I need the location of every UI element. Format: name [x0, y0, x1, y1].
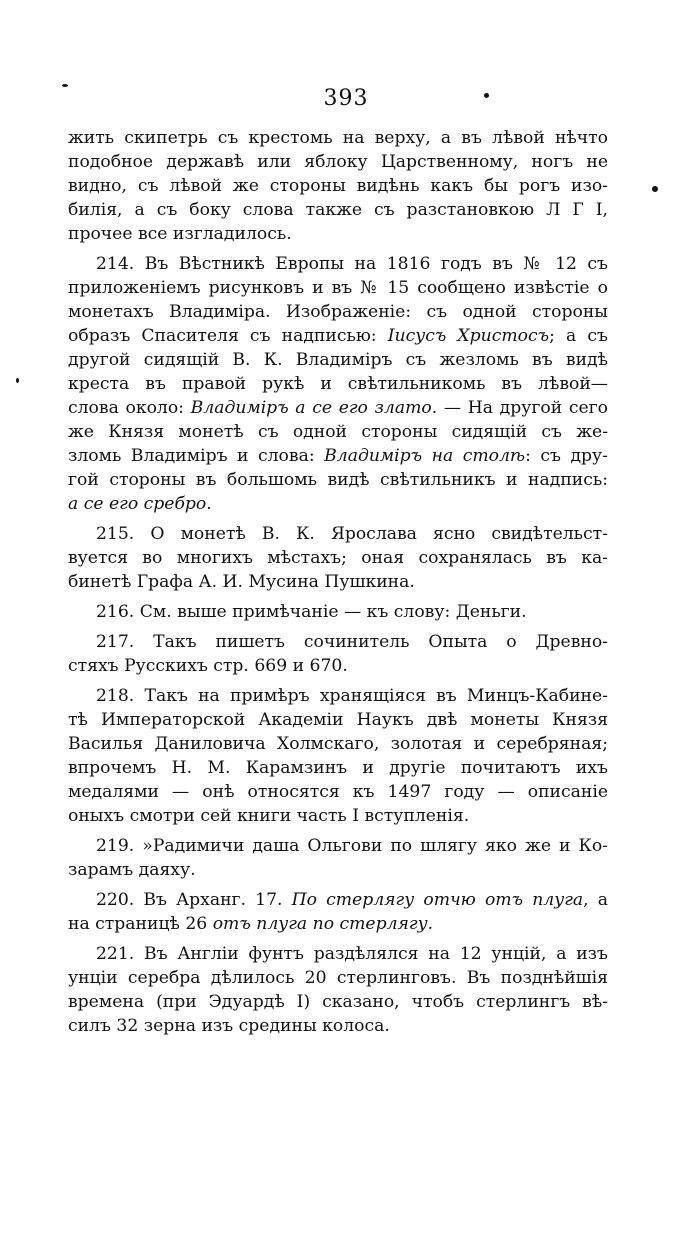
text-span: зарамъ даяху. [68, 860, 196, 880]
text-span: вуется во многихъ мѣстахъ; оная сохранялась въ ка- [68, 548, 608, 568]
text-span: 216. См. выше примѣчаніе — къ слову: Деньги. [96, 602, 527, 622]
text-span: креста въ правой рукѣ и свѣтильникомь въ лѣвой— [68, 374, 608, 394]
text-line [68, 126, 608, 150]
text-line [68, 420, 608, 444]
text-line [68, 150, 608, 174]
text-line [68, 654, 608, 678]
text-line [68, 756, 608, 780]
text-span: другой сидящій В. К. Владиміръ съ жезломь въ видѣ [68, 350, 608, 370]
text-span: жить скипетрь съ крестомь на верху, а въ лѣвой нѣчто [68, 128, 608, 148]
paragraph [68, 834, 608, 882]
text-line [68, 630, 608, 654]
italic-text: По стерлягу отчю отъ плуга [291, 890, 584, 910]
text-span: 220. Въ Арханг. 17. [96, 890, 292, 910]
text-line [68, 396, 608, 420]
text-line [68, 684, 608, 708]
text-span: слова около: [68, 398, 191, 418]
text-span: , а [583, 890, 608, 910]
text-span: впрочемъ Н. М. Карамзинъ и другіе почитаютъ ихъ [68, 758, 608, 778]
text-line [68, 966, 608, 990]
text-line [68, 804, 608, 828]
text-line [68, 888, 608, 912]
text-line [68, 834, 608, 858]
print-speck [62, 84, 68, 87]
italic-text: Владиміръ а се его злато. [190, 398, 438, 418]
print-speck [652, 186, 658, 192]
text-span: ; а съ [549, 326, 608, 346]
print-speck [484, 93, 489, 98]
text-line [68, 372, 608, 396]
text-line [68, 1014, 608, 1038]
text-span: 219. »Радимичи даша Ольгови по шлягу яко же и Ко- [96, 836, 608, 856]
text-span: на страницѣ 26 [68, 914, 213, 934]
text-span: 215. О монетѣ В. К. Ярослава ясно свидѣтельст- [96, 524, 608, 544]
paragraph [68, 684, 608, 828]
text-span: же Князя монетѣ съ одной стороны сидящій съ же- [68, 422, 608, 442]
page-number: 393 [323, 86, 369, 111]
text-span: видно, съ лѣвой же стороны видѣнь какъ бы рогъ изо- [68, 176, 608, 196]
text-line [68, 444, 608, 468]
text-line [68, 990, 608, 1014]
text-line [68, 570, 608, 594]
text-line [68, 252, 608, 276]
text-line [68, 912, 608, 936]
text-span: гой стороны въ большомь видѣ свѣтильникъ и надпись: [68, 470, 608, 490]
page-body [68, 126, 608, 1038]
paragraph [68, 888, 608, 936]
text-span: подобное державѣ или яблоку Царственному, ногъ не [68, 152, 608, 172]
text-span: билія, а съ боку слова также съ разстановкою Л Г I, [68, 200, 608, 220]
text-span: оныхъ смотри сей книги часть I вступленія. [68, 806, 470, 826]
text-line [68, 174, 608, 198]
text-line [68, 198, 608, 222]
text-line [68, 708, 608, 732]
text-line [68, 546, 608, 570]
paragraph [68, 522, 608, 594]
paragraph [68, 942, 608, 1038]
text-line [68, 492, 608, 516]
text-line [68, 348, 608, 372]
text-line [68, 222, 608, 246]
text-span: 221. Въ Англіи фунтъ раздѣлялся на 12 унцій, а изъ [96, 944, 608, 964]
text-line [68, 276, 608, 300]
italic-text: Іисусъ Христосъ [387, 326, 550, 346]
text-span: — На другой сего [437, 398, 608, 418]
text-line [68, 858, 608, 882]
text-span: стяхъ Русскихъ стр. 669 и 670. [68, 656, 348, 676]
text-line [68, 942, 608, 966]
text-span: бинетѣ Графа А. И. Мусина Пушкина. [68, 572, 415, 592]
paragraph [68, 630, 608, 678]
paragraph [68, 252, 608, 516]
print-speck [16, 378, 19, 383]
italic-text: а се его сребро. [68, 494, 212, 514]
text-line [68, 324, 608, 348]
text-line [68, 732, 608, 756]
text-line [68, 600, 608, 624]
text-span: силъ 32 зерна изъ средины колоса. [68, 1016, 390, 1036]
italic-text: Владиміръ на столѣ [324, 446, 526, 466]
text-span: образъ Спасителя съ надписью: [68, 326, 388, 346]
paragraph [68, 600, 608, 624]
text-span: 214. Въ Вѣстникѣ Европы на 1816 годъ въ № 12 съ [96, 254, 608, 274]
text-span: унціи серебра дѣлилось 20 стерлинговъ. Въ позднѣйшія [68, 968, 608, 988]
text-span: монетахъ Владиміра. Изображеніе: съ одной стороны [68, 302, 608, 322]
text-span: зломь Владиміръ и слова: [68, 446, 325, 466]
paragraph [68, 126, 608, 246]
text-span: : съ дру- [525, 446, 608, 466]
text-span: тѣ Императорской Академіи Наукъ двѣ монеты Князя [68, 710, 608, 730]
text-line [68, 300, 608, 324]
italic-text: отъ плуга по стерлягу. [212, 914, 434, 934]
text-span: времена (при Эдуардѣ I) сказано, чтобъ стерлингъ вѣ- [68, 992, 608, 1012]
text-line [68, 468, 608, 492]
text-span: прочее все изгладилось. [68, 224, 292, 244]
text-span: приложеніемъ рисунковъ и въ № 15 сообщено извѣстіе о [68, 278, 608, 298]
text-span: Василья Даниловича Холмскаго, золотая и серебряная; [68, 734, 608, 754]
text-line [68, 522, 608, 546]
text-line [68, 780, 608, 804]
text-span: медалями — онѣ относятся къ 1497 году — описаніе [68, 782, 608, 802]
text-span: 217. Такъ пишетъ сочинитель Опыта о Древно- [96, 632, 608, 652]
text-span: 218. Такъ на примѣръ хранящіяся въ Минцъ-Кабине- [96, 686, 608, 706]
